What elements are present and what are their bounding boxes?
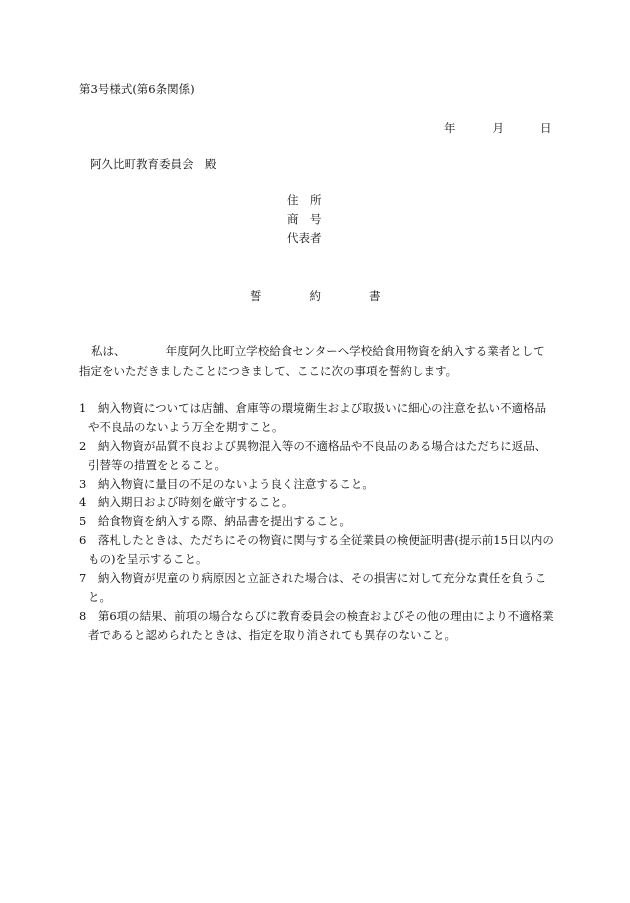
intro-line-1: 私は、 年度阿久比町立学校給食センターへ学校給食用物資を納入する業者として	[91, 344, 545, 358]
item-8: 8 第6項の結果、前項の場合ならびに教育委員会の検査およびその他の理由により不適格業	[79, 609, 554, 623]
title-char-2: 約	[309, 289, 321, 303]
intro-line-2: 指定をいただきましたことにつきまして、ここに次の事項を誓約します。	[79, 364, 458, 378]
date-year: 年	[444, 121, 456, 135]
item-8-cont: 者であると認められたときは、指定を取り消されても異存のないこと。	[88, 628, 456, 642]
item-2-cont: 引替等の措置をとること。	[88, 458, 226, 472]
item-3: 3 納入物資に量目の不足のないよう良く注意すること。	[79, 477, 374, 491]
item-1-cont: や不良品のないよう万全を期すこと。	[88, 420, 284, 434]
item-6-cont: もの)を呈示すること。	[88, 552, 208, 566]
date-day: 日	[540, 121, 552, 135]
document-title	[250, 291, 381, 303]
item-7-cont: と。	[88, 590, 111, 604]
item-6: 6 落札したときは、ただちにその物資に関与する全従業員の検便証明書(提示前15日以内の	[79, 533, 554, 547]
item-7: 7 納入物資が児童のり病原因と立証された場合は、その損害に対して充分な責任を負うこ	[79, 571, 547, 585]
item-4: 4 納入期日および時刻を厳守すること。	[79, 495, 294, 509]
sender-address-label: 住 所	[287, 193, 322, 207]
sender-trade-name-label: 商 号	[287, 212, 322, 226]
date-month: 月	[492, 121, 504, 135]
recipient: 阿久比町教育委員会 殿	[90, 157, 217, 171]
sender-representative-label: 代表者	[287, 231, 322, 245]
title-char-1: 誓	[250, 289, 262, 303]
form-number: 第3号様式(第6条関係)	[79, 82, 195, 96]
date-line	[444, 123, 552, 135]
item-2: 2 納入物資が品質不良および異物混入等の不適格品や不良品のある場合はただちに返品、	[79, 439, 547, 453]
item-5: 5 給食物資を納入する際、納品書を提出すること。	[79, 514, 351, 528]
title-char-3: 書	[369, 289, 381, 303]
item-1: 1 納入物資については店舗、倉庫等の環境衛生および取扱いに細心の注意を払い不適格品	[79, 401, 547, 415]
